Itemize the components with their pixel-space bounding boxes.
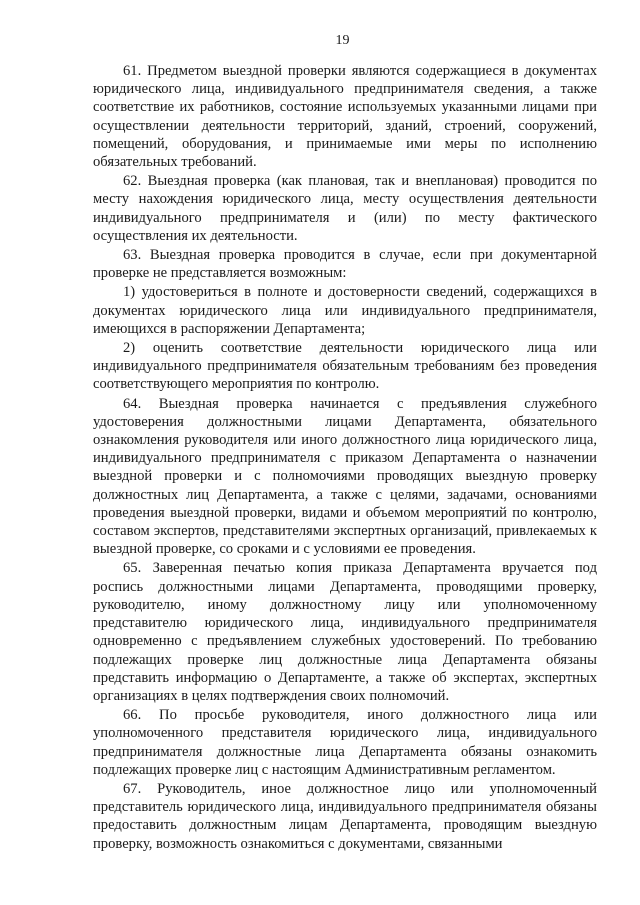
paragraph-63-item-2: 2) оценить соответствие деятельности юридического лица или индивидуального предпринимателя обязательным требованиям без проведения соответствующего мероприятия по контролю. xyxy=(93,340,597,393)
paragraph-65: 65. Заверенная печатью копия приказа Департамента вручается под роспись должностными лицами Департамента, проводящими проверку, руководителю, иному должностному лицу или уполномоченному представителю юридического лица, индивидуального предпринимателя одновременно с предъявлением служебных удостоверений. По требованию подлежащих проверке лиц должностные лица Департамента обязаны представить информацию о Департаменте, а также об экспертах, экспертных организациях в целях подтверждения своих полномочий. xyxy=(93,560,597,704)
paragraph-61: 61. Предметом выездной проверки являются содержащиеся в документах юридического лица, индивидуального предпринимателя сведения, а также соответствие их работников, состояние используемых указанными лицами при осуществлении деятельности территорий, зданий, строений, сооружений, помещений, оборудования, и принимаемые ими меры по исполнению обязательных требований. xyxy=(93,63,597,171)
paragraph-64: 64. Выездная проверка начинается с предъявления служебного удостоверения должностными лицами Департамента, обязательного ознакомления руководителя или иного должностного лица юридического лица, индивидуального предпринимателя с приказом Департамента о назначении выездной проверки и с полномочиями проводящих выездную проверку должностных лиц Департамента, а также с целями, задачами, основаниями проведения выездной проверки, видами и объемом мероприятий по контролю, составом экспертов, представителями экспертных организаций, привлекаемых к выездной проверке, со сроками и с условиями ее проведения. xyxy=(93,395,597,558)
paragraph-62: 62. Выездная проверка (как плановая, так и внеплановая) проводится по месту нахождения юридического лица, месту осуществления деятельности индивидуального предпринимателя и (или) по месту фактического осуществления их деятельности. xyxy=(93,173,597,244)
paragraph-67: 67. Руководитель, иное должностное лицо или уполномоченный представитель юридического лица, индивидуального предпринимателя обязаны предоставить должностным лицам Департамента, проводящим выездную проверку, возможность ознакомиться с документами, связанными xyxy=(93,780,597,852)
paragraph-63-item-1: 1) удостовериться в полноте и достоверности сведений, содержащихся в документах юридического лица или индивидуального предпринимателя, имеющихся в распоряжении Департамента; xyxy=(93,284,597,337)
document-body xyxy=(93,62,597,853)
paragraph-63: 63. Выездная проверка проводится в случае, если при документарной проверке не представляется возможным: xyxy=(93,247,597,282)
page-number: 19 xyxy=(335,33,350,48)
paragraph-66: 66. По просьбе руководителя, иного должностного лица или уполномоченного представителя юридического лица, индивидуального предпринимателя должностные лица Департамента обязаны ознакомить подлежащих проверке лиц с настоящим Административным регламентом. xyxy=(93,707,597,778)
